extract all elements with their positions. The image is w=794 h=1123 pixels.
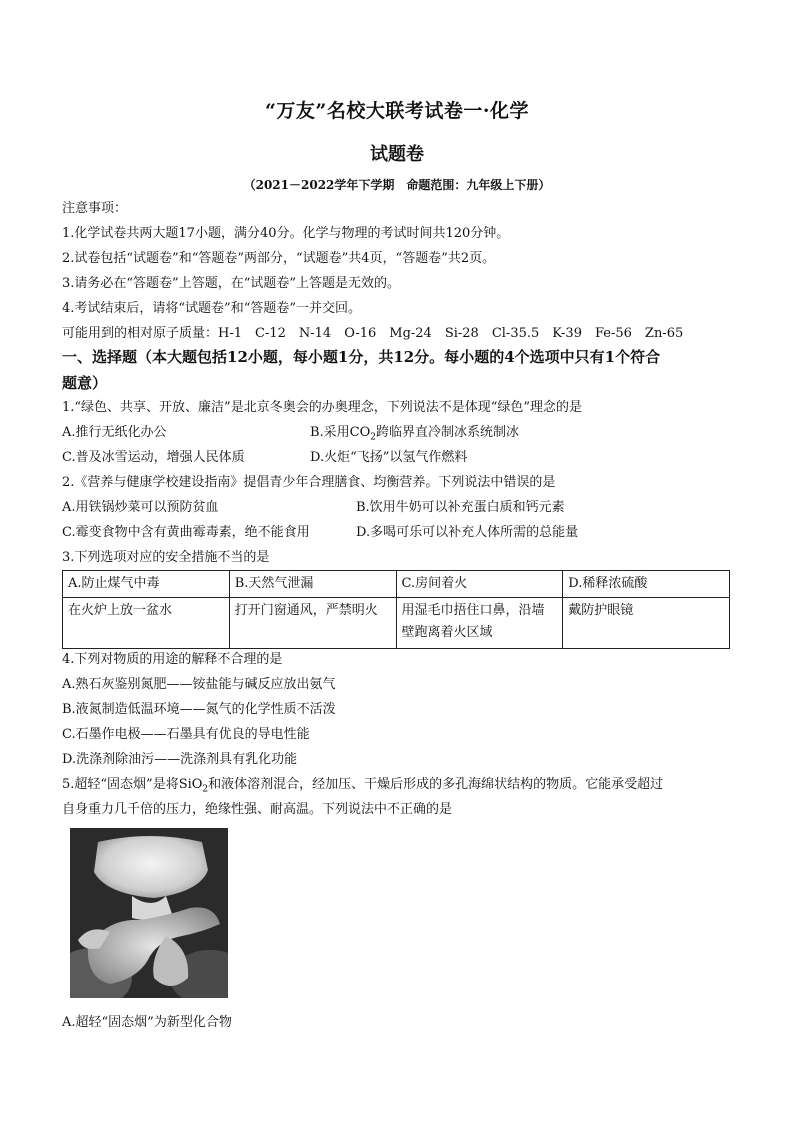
q2-option-c: C.霉变食物中含有黄曲霉毒素，绝不能食用	[62, 525, 310, 540]
q3-cell-a: 在火炉上放一盆水	[63, 598, 230, 649]
q4-option-c: C.石墨作电极——石墨具有优良的导电性能	[62, 727, 310, 742]
q1-option-d: D.火炬“飞扬”以氢气作燃料	[310, 450, 468, 465]
q2-option-b: B.饮用牛奶可以补充蛋白质和钙元素	[356, 500, 565, 515]
q5-option-a: A.超轻“固态烟”为新型化合物	[62, 1015, 232, 1030]
q3-header-a: A.防止煤气中毒	[63, 571, 230, 598]
q4-option-a: A.熟石灰鉴别氮肥——铵盐能与碱反应放出氨气	[62, 677, 336, 692]
note-item: 1.化学试卷共两大题17小题，满分40分。化学与物理的考试时间共120分钟。	[62, 226, 510, 241]
section-heading-line2: 题意）	[62, 374, 108, 392]
q3-header-c: C.房间着火	[396, 571, 563, 598]
q3-table-body-row	[63, 598, 730, 649]
q2-stem: 2.《营养与健康学校建设指南》提倡青少年合理膳食、均衡营养。下列说法中错误的是	[62, 475, 556, 490]
q4-option-b: B.液氮制造低温环境——氮气的化学性质不活泼	[62, 702, 336, 717]
q3-stem: 3.下列选项对应的安全措施不当的是	[62, 550, 270, 565]
q2-option-a: A.用铁锅炒菜可以预防贫血	[62, 500, 219, 515]
q5-stem-line2: 自身重力几千倍的压力，绝缘性强、耐高温。下列说法中不正确的是	[62, 802, 453, 817]
q3-header-b: B.天然气泄漏	[229, 571, 396, 598]
q5-stem-post: 和液体溶剂混合，经加压、干燥后形成的多孔海绵状结构的物质。它能承受超过	[208, 777, 664, 792]
q4-option-d: D.洗涤剂除油污——洗涤剂具有乳化功能	[62, 752, 298, 767]
q1-option-b-pre: B.采用CO	[310, 425, 371, 440]
atomic-masses: 可能用到的相对原子质量：H-1 C-12 N-14 O-16 Mg-24 Si-28 Cl-35.5 K-39 Fe-56 Zn-65	[62, 326, 684, 341]
q5-stem-sub: 2	[202, 784, 209, 795]
exam-range: （2021－2022学年下学期 命题范围：九年级上下册）	[243, 178, 551, 192]
exam-title: “万友”名校大联考试卷一·化学	[265, 100, 529, 122]
q1-option-b	[310, 424, 519, 447]
q1-option-b-post: 跨临界直冷制冰系统制冰	[376, 425, 520, 440]
note-item: 2.试卷包括“试题卷”和“答题卷”两部分，“试题卷”共4页，“答题卷”共2页。	[62, 251, 496, 266]
section-heading-line1: 一、选择题（本大题包括12小题，每小题1分，共12分。每小题的4个选项中只有1个符合	[62, 348, 661, 366]
q1-option-b-sub: 2	[370, 432, 377, 443]
aerogel-photo	[70, 828, 228, 998]
q1-option-a: A.推行无纸化办公	[62, 425, 167, 440]
q3-cell-c: 用湿毛巾捂住口鼻，沿墙壁跑离着火区域	[396, 598, 563, 649]
section-heading	[62, 344, 742, 396]
aerogel-photo-drawing	[70, 828, 228, 998]
q5-stem-line1	[62, 776, 663, 799]
q3-table	[62, 570, 730, 649]
q3-cell-b: 打开门窗通风，严禁明火	[229, 598, 396, 649]
q1-option-c: C.普及冰雪运动，增强人民体质	[62, 450, 245, 465]
note-item: 3.请务必在“答题卷”上答题，在“试题卷”上答题是无效的。	[62, 276, 400, 291]
q2-option-d: D.多喝可乐可以补充人体所需的总能量	[356, 525, 579, 540]
q4-stem: 4.下列对物质的用途的解释不合理的是	[62, 652, 283, 667]
q5-stem-pre: 5.超轻“固态烟”是将SiO	[62, 777, 203, 792]
q3-cell-d: 戴防护眼镜	[563, 598, 730, 649]
note-item: 4.考试结束后，请将“试题卷”和“答题卷”一并交回。	[62, 301, 361, 316]
notes-heading: 注意事项：	[62, 201, 128, 216]
q3-header-d: D.稀释浓硫酸	[563, 571, 730, 598]
q3-table-header-row	[63, 571, 730, 598]
q1-stem: 1.“绿色、共享、开放、廉洁”是北京冬奥会的办奥理念，下列说法不是体现“绿色”理念的是	[62, 400, 582, 415]
exam-subtitle: 试题卷	[370, 144, 424, 165]
